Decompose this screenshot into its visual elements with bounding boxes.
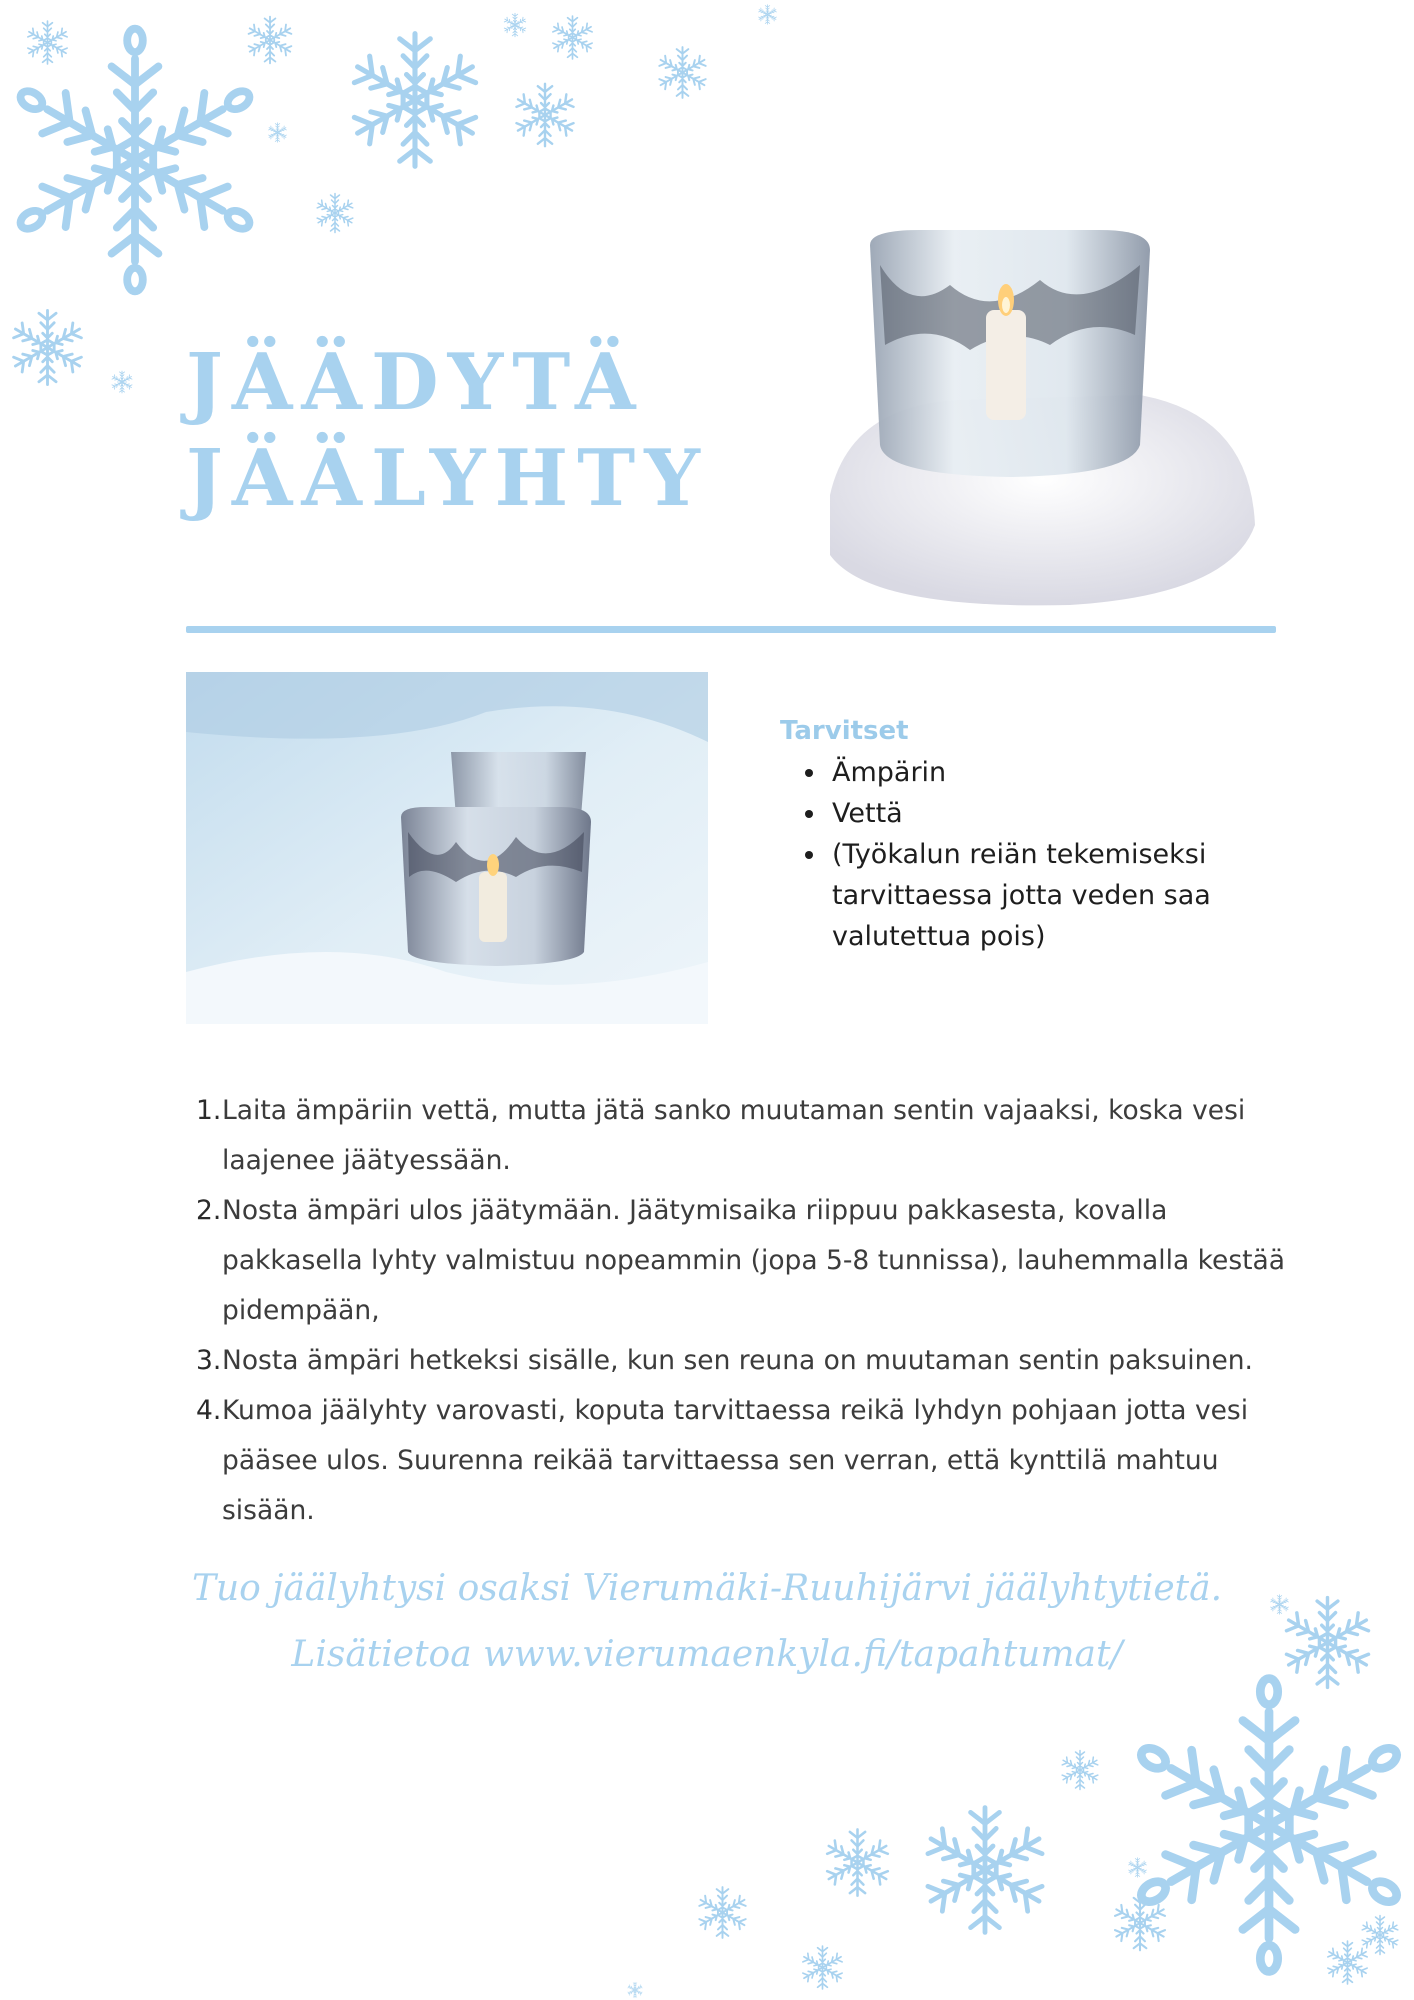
snowflake-icon — [1320, 1935, 1375, 1990]
snowflake-icon — [20, 15, 75, 70]
supplies-item: • Ämpärin — [828, 752, 1250, 793]
snowflake-icon — [650, 40, 715, 105]
snowflake-icon — [625, 1980, 645, 2000]
step-number: 2. — [196, 1195, 222, 1226]
step-text: Nosta ämpäri ulos jäätymään. Jäätymisaika riippuu pakkasesta, kovalla pakkasella lyhty valmistuu nopeammin (jopa 5-8 tunnissa), lauhemmalla kestää pidempään, — [222, 1195, 1286, 1326]
step-text: Kumoa jäälyhty varovasti, koputa tarvittaessa reikä lyhdyn pohjaan jotta vesi pääsee ulos. Suurenna reikää tarvittaessa sen verran, että kynttilä mahtuu sisään. — [222, 1395, 1249, 1526]
supplies-list — [780, 752, 1250, 957]
title-line-2: JÄÄLYHTY — [186, 433, 709, 524]
divider-line — [186, 626, 1276, 633]
page-title — [186, 335, 709, 527]
snowflake-icon — [108, 368, 136, 396]
instruction-step — [186, 1386, 1286, 1536]
ice-lantern-photo — [810, 225, 1260, 620]
supplies-item: • Vettä — [828, 793, 1250, 834]
snowflake-icon — [500, 10, 530, 40]
snowflake-icon — [0, 300, 95, 395]
step-text: Nosta ämpäri hetkeksi sisälle, kun sen reuna on muutaman sentin paksuinen. — [222, 1345, 1253, 1376]
snowflake-icon — [905, 1790, 1065, 1950]
snowflake-icon — [795, 1940, 850, 1995]
footer-invitation: Tuo jäälyhtysi osaksi Vierumäki-Ruuhijärvi jäälyhtytietä. — [191, 1568, 1223, 1609]
supplies-heading: Tarvitset — [780, 716, 909, 746]
supplies-section — [780, 716, 1250, 957]
instruction-step — [186, 1336, 1286, 1386]
snowflake-icon — [240, 10, 300, 70]
snowflake-icon — [1125, 1855, 1150, 1880]
snowflake-icon — [330, 15, 500, 185]
instruction-step — [186, 1086, 1286, 1186]
step-number: 1. — [196, 1095, 222, 1126]
snowflake-icon — [265, 120, 290, 145]
step-number: 4. — [196, 1395, 222, 1426]
snowflake-icon — [690, 1880, 755, 1945]
instructions-list — [186, 1086, 1286, 1536]
snowflake-icon — [1105, 1888, 1175, 1958]
snowflake-icon — [815, 1820, 900, 1905]
step-text: Laita ämpäriin vettä, mutta jätä sanko muutaman sentin vajaaksi, koska vesi laajenee jäätyessään. — [222, 1095, 1246, 1176]
snowflake-icon — [505, 75, 585, 155]
supplies-item: • (Työkalun reiän tekemiseksi tarvittaessa jotta veden saa valutettua pois) — [828, 834, 1250, 957]
title-line-1: JÄÄDYTÄ — [186, 337, 645, 428]
snowflake-icon — [310, 188, 360, 238]
instruction-step — [186, 1186, 1286, 1336]
ice-lanterns-in-snow-photo — [186, 672, 708, 1024]
snowflake-icon — [545, 10, 600, 65]
footer-link-info: Lisätietoa www.vierumaenkyla.fi/tapahtumat/ — [291, 1634, 1123, 1675]
step-number: 3. — [196, 1345, 222, 1376]
snowflake-icon — [755, 2, 780, 27]
snowflake-icon — [1055, 1745, 1105, 1795]
